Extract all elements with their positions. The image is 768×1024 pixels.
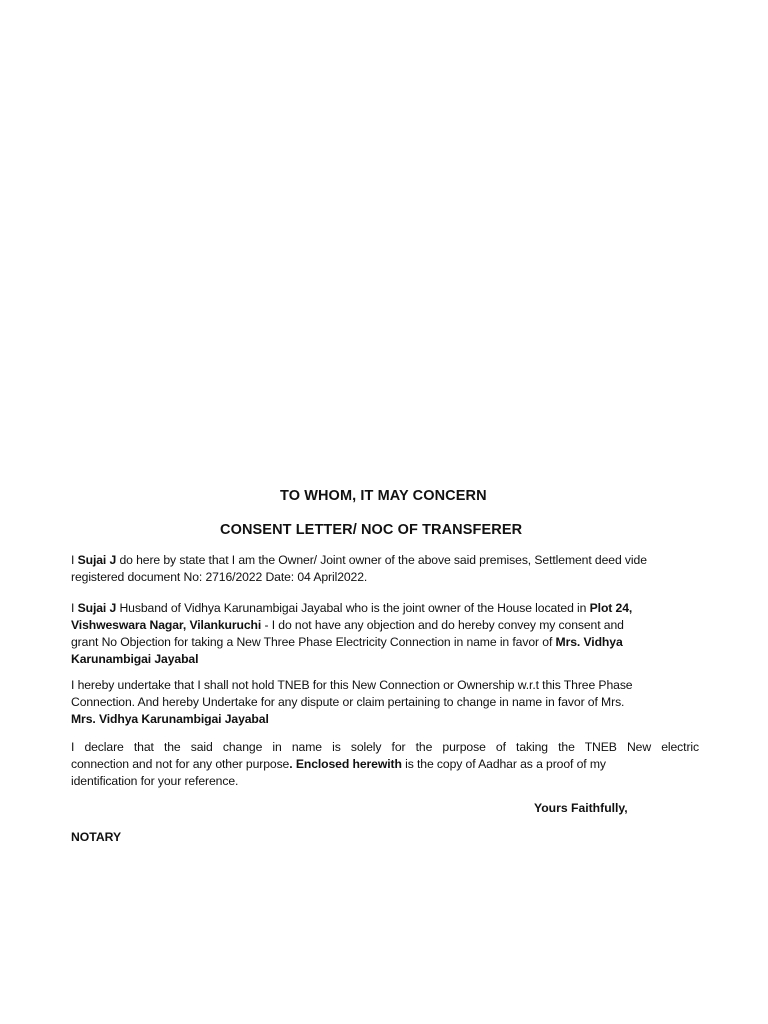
property-address: Vishweswara Nagar, Vilankuruchi [71, 618, 262, 632]
paragraph-line [71, 651, 699, 668]
paragraph-line: registered document No: 2716/2022 Date: 04 April2022. [71, 570, 368, 584]
owner-name: Sujai J [77, 601, 117, 615]
text-fragment: - I do not have any objection and do hereby convey my consent and [261, 618, 624, 632]
paragraph-line: I declare that the said change in name is solely for the purpose of taking the TNEB New electric [71, 740, 699, 754]
letter-subheading: CONSENT LETTER/ NOC OF TRANSFERER [220, 522, 523, 538]
paragraph-line [71, 600, 699, 617]
paragraph-line [71, 552, 699, 569]
text-fragment: I [71, 553, 78, 567]
paragraph-line: I hereby undertake that I shall not hold TNEB for this New Connection or Ownership w.r.t this Three Phase [71, 678, 633, 692]
text-fragment: is the copy of Aadhar as a proof of my [401, 757, 606, 771]
paragraph-line: Connection. And hereby Undertake for any dispute or claim pertaining to change in name in favor of Mrs. [71, 695, 625, 709]
owner-name: Sujai J [77, 553, 117, 567]
text-fragment: I [71, 601, 78, 615]
enclosure-note: . Enclosed herewith [289, 757, 402, 771]
beneficiary-name: Mrs. Vidhya Karunambigai Jayabal [71, 712, 269, 726]
text-fragment: do here by state that I am the Owner/ Joint owner of the above said premises, Settlement deed vide [116, 553, 647, 567]
paragraph-undertaking [71, 677, 699, 728]
notary-label: NOTARY [71, 830, 122, 844]
paragraph-line [71, 617, 699, 634]
closing-salutation: Yours Faithfully, [534, 801, 628, 815]
paragraph-line [71, 634, 699, 651]
plot-number: Plot 24, [589, 601, 633, 615]
paragraph-declaration [71, 739, 699, 790]
paragraph-line [71, 756, 699, 773]
paragraph-no-objection [71, 600, 699, 668]
beneficiary-name: Karunambigai Jayabal [71, 652, 199, 666]
text-fragment: Husband of Vidhya Karunambigai Jayabal who is the joint owner of the House located in [116, 601, 590, 615]
beneficiary-name: Mrs. Vidhya [555, 635, 623, 649]
letter-heading: TO WHOM, IT MAY CONCERN [280, 488, 487, 504]
paragraph-line: identification for your reference. [71, 774, 239, 788]
paragraph-line [71, 711, 699, 728]
text-fragment: grant No Objection for taking a New Three Phase Electricity Connection in name in favor of [71, 635, 556, 649]
text-fragment: connection and not for any other purpose [71, 757, 290, 771]
paragraph-ownership-statement [71, 552, 699, 586]
